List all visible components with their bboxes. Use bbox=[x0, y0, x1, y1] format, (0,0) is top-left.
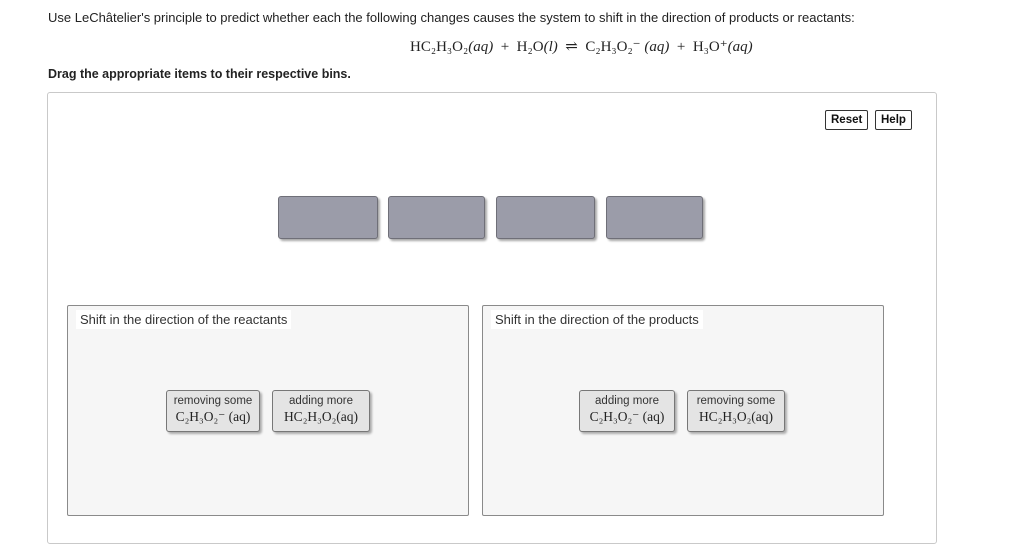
empty-item-slot-1[interactable] bbox=[278, 196, 378, 239]
draggable-item-adding-acetate[interactable] bbox=[579, 390, 675, 432]
equation-reactant-2-state: (l) bbox=[543, 39, 558, 55]
item-species-label: HC₂H₃O₂(aq) bbox=[283, 409, 359, 424]
instructions-text: Use LeChâtelier's principle to predict whether each the following changes causes the system to shift in the direction of products or reactants: bbox=[48, 10, 855, 25]
drag-prompt: Drag the appropriate items to their respective bins. bbox=[48, 67, 351, 81]
equation-product-2-state: (aq) bbox=[727, 39, 753, 55]
item-action-label: removing some bbox=[173, 395, 253, 407]
reset-button[interactable]: Reset bbox=[825, 110, 868, 130]
bin-products[interactable] bbox=[482, 305, 884, 516]
draggable-item-removing-acetate[interactable] bbox=[166, 390, 260, 432]
empty-item-slot-2[interactable] bbox=[388, 196, 485, 239]
equation-product-1-state: (aq) bbox=[644, 39, 670, 55]
equation-reactant-1: HC₂H₃O₂ bbox=[410, 39, 469, 55]
equation-product-2: H₃O⁺ bbox=[692, 39, 728, 55]
item-species-label: C₂H₃O₂⁻ (aq) bbox=[175, 409, 251, 424]
equation-plus-1: + bbox=[500, 39, 510, 55]
draggable-item-adding-acetic-acid[interactable] bbox=[272, 390, 370, 432]
chemical-equation bbox=[410, 37, 753, 56]
equilibrium-arrow-icon: ⇌ bbox=[565, 39, 578, 55]
item-action-label: adding more bbox=[289, 395, 353, 407]
draggable-item-removing-acetic-acid[interactable] bbox=[687, 390, 785, 432]
empty-item-slot-3[interactable] bbox=[496, 196, 595, 239]
help-button[interactable]: Help bbox=[875, 110, 912, 130]
bin-products-title: Shift in the direction of the products bbox=[491, 310, 703, 329]
bin-reactants[interactable] bbox=[67, 305, 469, 516]
equation-plus-2: + bbox=[676, 39, 686, 55]
equation-reactant-1-state: (aq) bbox=[468, 39, 494, 55]
equation-reactant-2: H₂O bbox=[516, 39, 544, 55]
equation-product-1: C₂H₃O₂⁻ bbox=[585, 39, 641, 55]
item-action-label: adding more bbox=[595, 395, 659, 407]
bin-reactants-title: Shift in the direction of the reactants bbox=[76, 310, 291, 329]
item-species-label: HC₂H₃O₂(aq) bbox=[698, 409, 774, 424]
item-species-label: C₂H₃O₂⁻ (aq) bbox=[589, 409, 665, 424]
item-action-label: removing some bbox=[696, 395, 776, 407]
empty-item-slot-4[interactable] bbox=[606, 196, 703, 239]
